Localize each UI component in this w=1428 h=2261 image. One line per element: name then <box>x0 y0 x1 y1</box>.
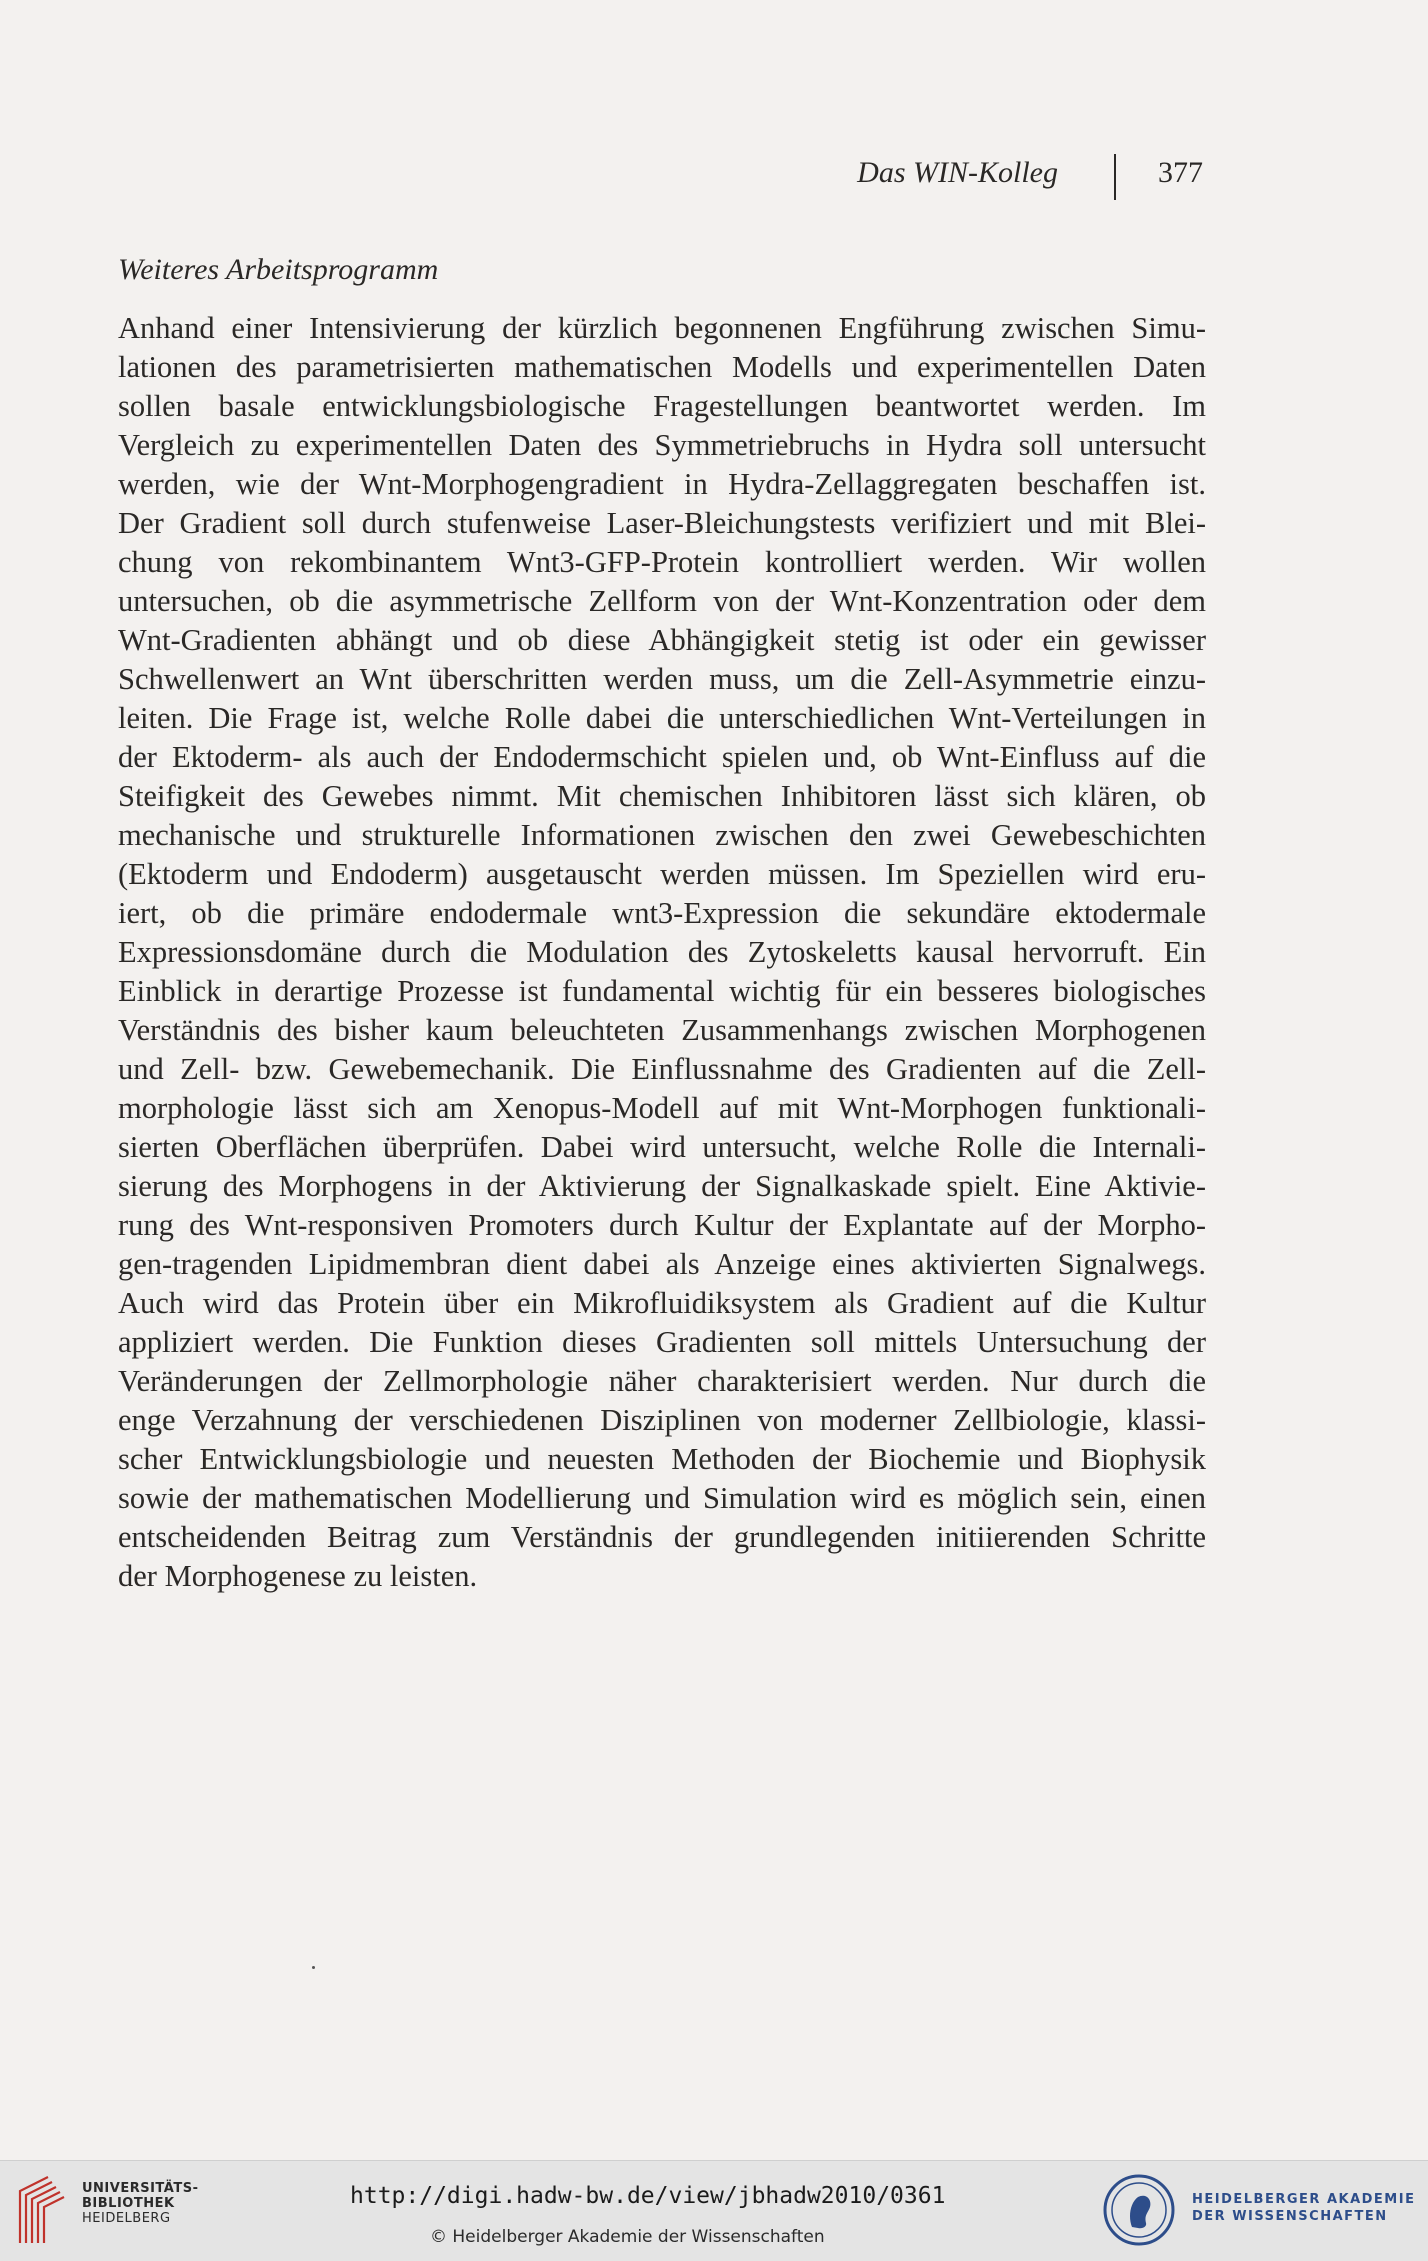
text-line: werden, wie der Wnt-Morphogengradient in Hydra-Zellaggregaten beschaffen ist. <box>118 467 1206 501</box>
text-line: Schwellenwert an Wnt überschritten werden muss, um die Zell-Asymmetrie einzu- <box>118 662 1206 696</box>
text-line: appliziert werden. Die Funktion dieses Gradienten soll mittels Untersuchung der <box>118 1325 1206 1359</box>
page-number: 377 <box>1158 156 1203 189</box>
text-line: sowie der mathematischen Modellierung und Simulation wird es möglich sein, einen <box>118 1481 1206 1515</box>
text-line: Einblick in derartige Prozesse ist fundamental wichtig für ein besseres biologisches <box>118 974 1206 1008</box>
running-head-title: Das WIN-Kolleg <box>857 156 1058 189</box>
source-url-link[interactable]: http://digi.hadw-bw.de/view/jbhadw2010/0361 <box>350 2183 946 2209</box>
text-line: Steifigkeit des Gewebes nimmt. Mit chemischen Inhibitoren lässt sich klären, ob <box>118 779 1206 813</box>
text-line: Wnt-Gradienten abhängt und ob diese Abhängigkeit stetig ist oder ein gewisser <box>118 623 1206 657</box>
text-line: Verständnis des bisher kaum beleuchteten Zusammenhangs zwischen Morphogenen <box>118 1013 1206 1047</box>
text-line: Vergleich zu experimentellen Daten des Symmetriebruchs in Hydra soll untersucht <box>118 428 1206 462</box>
body-paragraph <box>118 309 1206 1596</box>
footer-bar <box>0 2160 1428 2261</box>
text-line: gen-tragenden Lipidmembran dient dabei als Anzeige eines aktivierten Signalwegs. <box>118 1247 1206 1281</box>
text-line: Der Gradient soll durch stufenweise Laser-Bleichungstests verifiziert und mit Blei- <box>118 506 1206 540</box>
text-line: Auch wird das Protein über ein Mikrofluidiksystem als Gradient auf die Kultur <box>118 1286 1206 1320</box>
scan-speck <box>312 1966 315 1969</box>
text-line: entscheidenden Beitrag zum Verständnis der grundlegenden initiierenden Schritte <box>118 1520 1206 1554</box>
academy-name: HEIDELBERGER AKADEMIE DER WISSENSCHAFTEN <box>1192 2192 1416 2224</box>
text-line: rung des Wnt-responsiven Promoters durch Kultur der Explantate auf der Morpho- <box>118 1208 1206 1242</box>
text-line: morphologie lässt sich am Xenopus-Modell auf mit Wnt-Morphogen funktionali- <box>118 1091 1206 1125</box>
copyright-notice: © Heidelberger Akademie der Wissenschaften <box>430 2227 825 2247</box>
text-line: und Zell- bzw. Gewebemechanik. Die Einflussnahme des Gradienten auf die Zell- <box>118 1052 1206 1086</box>
university-library-logo-icon <box>14 2169 72 2251</box>
text-line: scher Entwicklungsbiologie und neuesten Methoden der Biochemie und Biophysik <box>118 1442 1206 1476</box>
text-line: leiten. Die Frage ist, welche Rolle dabei die unterschiedlichen Wnt-Verteilungen in <box>118 701 1206 735</box>
text-line: sierung des Morphogens in der Aktivierung der Signalkaskade spielt. Eine Aktivie- <box>118 1169 1206 1203</box>
section-heading: Weiteres Arbeitsprogramm <box>118 253 439 286</box>
text-line: sollen basale entwicklungsbiologische Fragestellungen beantwortet werden. Im <box>118 389 1206 423</box>
text-line: enge Verzahnung der verschiedenen Disziplinen von moderner Zellbiologie, klassi- <box>118 1403 1206 1437</box>
library-name: UNIVERSITÄTS- BIBLIOTHEK HEIDELBERG <box>82 2181 199 2226</box>
text-line: mechanische und strukturelle Informationen zwischen den zwei Gewebeschichten <box>118 818 1206 852</box>
text-line: der Ektoderm- als auch der Endodermschicht spielen und, ob Wnt-Einfluss auf die <box>118 740 1206 774</box>
academy-seal-icon <box>1102 2173 1176 2247</box>
text-line: chung von rekombinantem Wnt3-GFP-Protein kontrolliert werden. Wir wollen <box>118 545 1206 579</box>
text-line: iert, ob die primäre endodermale wnt3-Expression die sekundäre ektodermale <box>118 896 1206 930</box>
text-line: Anhand einer Intensivierung der kürzlich begonnenen Engführung zwischen Simu- <box>118 311 1206 345</box>
text-line: Veränderungen der Zellmorphologie näher charakterisiert werden. Nur durch die <box>118 1364 1206 1398</box>
text-line: (Ektoderm und Endoderm) ausgetauscht werden müssen. Im Speziellen wird eru- <box>118 857 1206 891</box>
text-line: Expressionsdomäne durch die Modulation des Zytoskeletts kausal hervorruft. Ein <box>118 935 1206 969</box>
text-line: untersuchen, ob die asymmetrische Zellform von der Wnt-Konzentration oder dem <box>118 584 1206 618</box>
text-line: der Morphogenese zu leisten. <box>118 1559 478 1593</box>
text-line: lationen des parametrisierten mathematischen Modells und experimentellen Daten <box>118 350 1206 384</box>
running-head <box>0 154 1428 196</box>
running-head-divider <box>1114 154 1116 200</box>
text-line: sierten Oberflächen überprüfen. Dabei wird untersucht, welche Rolle die Internali- <box>118 1130 1206 1164</box>
